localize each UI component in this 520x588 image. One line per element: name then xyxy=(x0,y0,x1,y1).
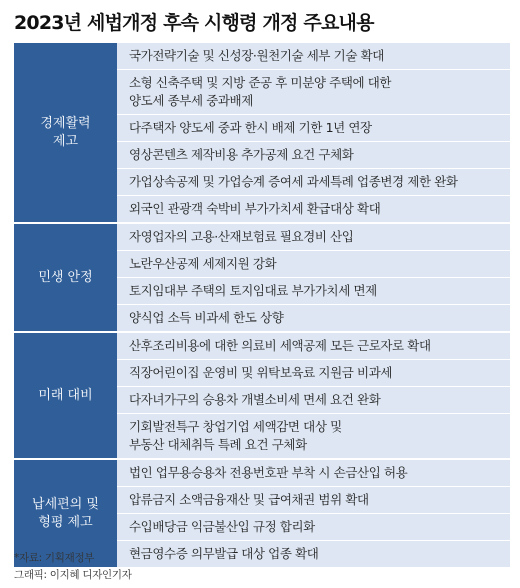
list-item: 기회발전특구 창업기업 세액감면 대상 및 부동산 대체취득 특례 요건 구체화 xyxy=(117,413,510,458)
list-item: 다자녀가구의 승용차 개별소비세 면세 요건 완화 xyxy=(117,386,510,413)
category-label: 민생 안정 xyxy=(14,224,117,331)
list-item: 외국인 관광객 숙박비 부가가치세 환급대상 확대 xyxy=(117,195,510,222)
group-economy xyxy=(14,43,510,224)
list-item: 영상콘텐츠 제작비용 추가공제 요건 구체화 xyxy=(117,141,510,168)
list-item: 가업상속공제 및 가업승계 증여세 과세특례 업종변경 제한 완화 xyxy=(117,168,510,195)
list-item: 노란우산공제 세제지원 강화 xyxy=(117,250,510,277)
page-title: 2023년 세법개정 후속 시행령 개정 주요내용 xyxy=(14,12,374,34)
list-item: 토지임대부 주택의 토지임대료 부가가치세 면제 xyxy=(117,277,510,304)
category-label: 경제활력 제고 xyxy=(14,43,117,222)
list-item: 직장어린이집 운영비 및 위탁보육료 지원금 비과세 xyxy=(117,359,510,386)
list-item: 소형 신축주택 및 지방 준공 후 미분양 주택에 대한 양도세 종부세 중과배제 xyxy=(117,69,510,114)
category-label: 미래 대비 xyxy=(14,333,117,458)
category-label: 납세편의 및 형평 제고 xyxy=(14,460,117,567)
list-item: 자영업자의 고용·산재보험료 필요경비 산입 xyxy=(117,224,510,250)
list-item: 양식업 소득 비과세 한도 상향 xyxy=(117,304,510,331)
group-livelihood xyxy=(14,224,510,333)
group-future xyxy=(14,333,510,460)
list-item: 수입배당금 익금불산입 규정 합리화 xyxy=(117,513,510,540)
list-item: 다주택자 양도세 중과 한시 배제 기한 1년 연장 xyxy=(117,114,510,141)
list-item: 국가전략기술 및 신성장·원천기술 세부 기술 확대 xyxy=(117,43,510,69)
graphic-credit: 그래픽: 이지혜 디자인기자 xyxy=(14,569,132,581)
policy-table xyxy=(14,43,510,567)
list-item: 압류금지 소액금융재산 및 급여채권 범위 확대 xyxy=(117,486,510,513)
list-item: 현금영수증 의무발급 대상 업종 확대 xyxy=(117,540,510,567)
list-item: 법인 업무용승용차 전용번호판 부착 시 손금산입 허용 xyxy=(117,460,510,486)
source-note: *자료: 기획재정부 xyxy=(14,552,95,564)
list-item: 산후조리비용에 대한 의료비 세액공제 모든 근로자로 확대 xyxy=(117,333,510,359)
